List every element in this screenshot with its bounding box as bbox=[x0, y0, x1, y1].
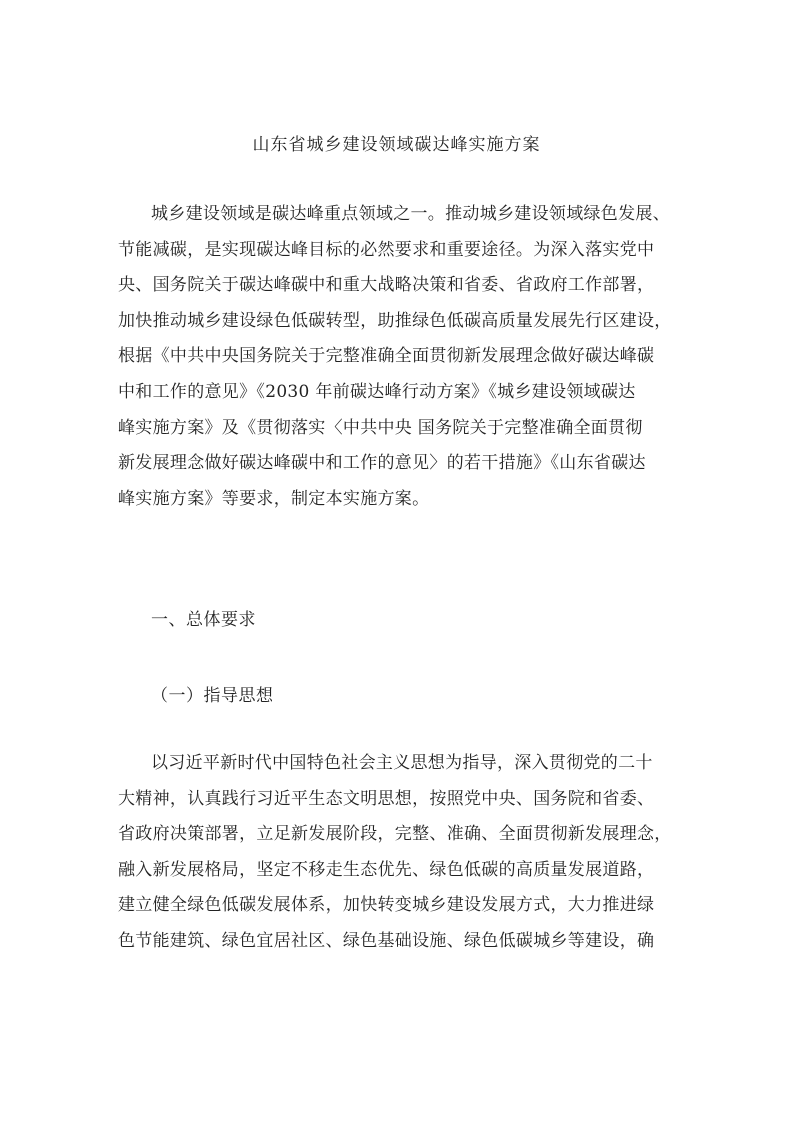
section-heading: 一、总体要求 bbox=[151, 610, 256, 630]
subsection-heading: （一）指导思想 bbox=[151, 686, 274, 706]
intro-paragraph bbox=[118, 197, 690, 517]
guidance-line: 以习近平新时代中国特色社会主义思想为指导，深入贯彻党的二十 bbox=[151, 753, 653, 773]
guidance-line: 色节能建筑、绿色宜居社区、绿色基础设施、绿色低碳城乡等建设，确 bbox=[118, 930, 655, 951]
intro-line: 加快推动城乡建设绿色低碳转型，助推绿色低碳高质量发展先行区建设， bbox=[118, 310, 672, 331]
intro-line: 峰实施方案》及《贯彻落实〈中共中央 国务院关于完整准确全面贯彻 bbox=[118, 417, 643, 438]
intro-line: 新发展理念做好碳达峰碳中和工作的意见〉的若干措施》《山东省碳达 bbox=[118, 453, 646, 474]
guidance-line: 省政府决策部署，立足新发展阶段，完整、准确、全面贯彻新发展理念， bbox=[118, 824, 672, 845]
intro-line: 根据《中共中央国务院关于完整准确全面贯彻新发展理念做好碳达峰碳 bbox=[118, 346, 655, 367]
guidance-line: 大精神，认真践行习近平生态文明思想，按照党中央、国务院和省委、 bbox=[118, 788, 655, 809]
guidance-line: 建立健全绿色低碳发展体系，加快转变城乡建设发展方式，大力推进绿 bbox=[118, 895, 655, 916]
intro-line: 峰实施方案》等要求，制定本实施方案。 bbox=[118, 488, 430, 509]
intro-line: 央、国务院关于碳达峰碳中和重大战略决策和省委、省政府工作部署， bbox=[118, 275, 655, 296]
document-title: 山东省城乡建设领域碳达峰实施方案 bbox=[252, 135, 541, 155]
guidance-line: 融入新发展格局，坚定不移走生态优先、绿色低碳的高质量发展道路， bbox=[118, 859, 655, 880]
guidance-paragraph bbox=[118, 746, 690, 960]
intro-line: 中和工作的意见》《2030 年前碳达峰行动方案》《城乡建设领域碳达 bbox=[118, 381, 636, 402]
intro-line: 城乡建设领域是碳达峰重点领域之一。推动城乡建设领域绿色发展、 bbox=[151, 204, 670, 224]
intro-line: 节能减碳，是实现碳达峰目标的必然要求和重要途径。为深入落实党中 bbox=[118, 239, 655, 260]
